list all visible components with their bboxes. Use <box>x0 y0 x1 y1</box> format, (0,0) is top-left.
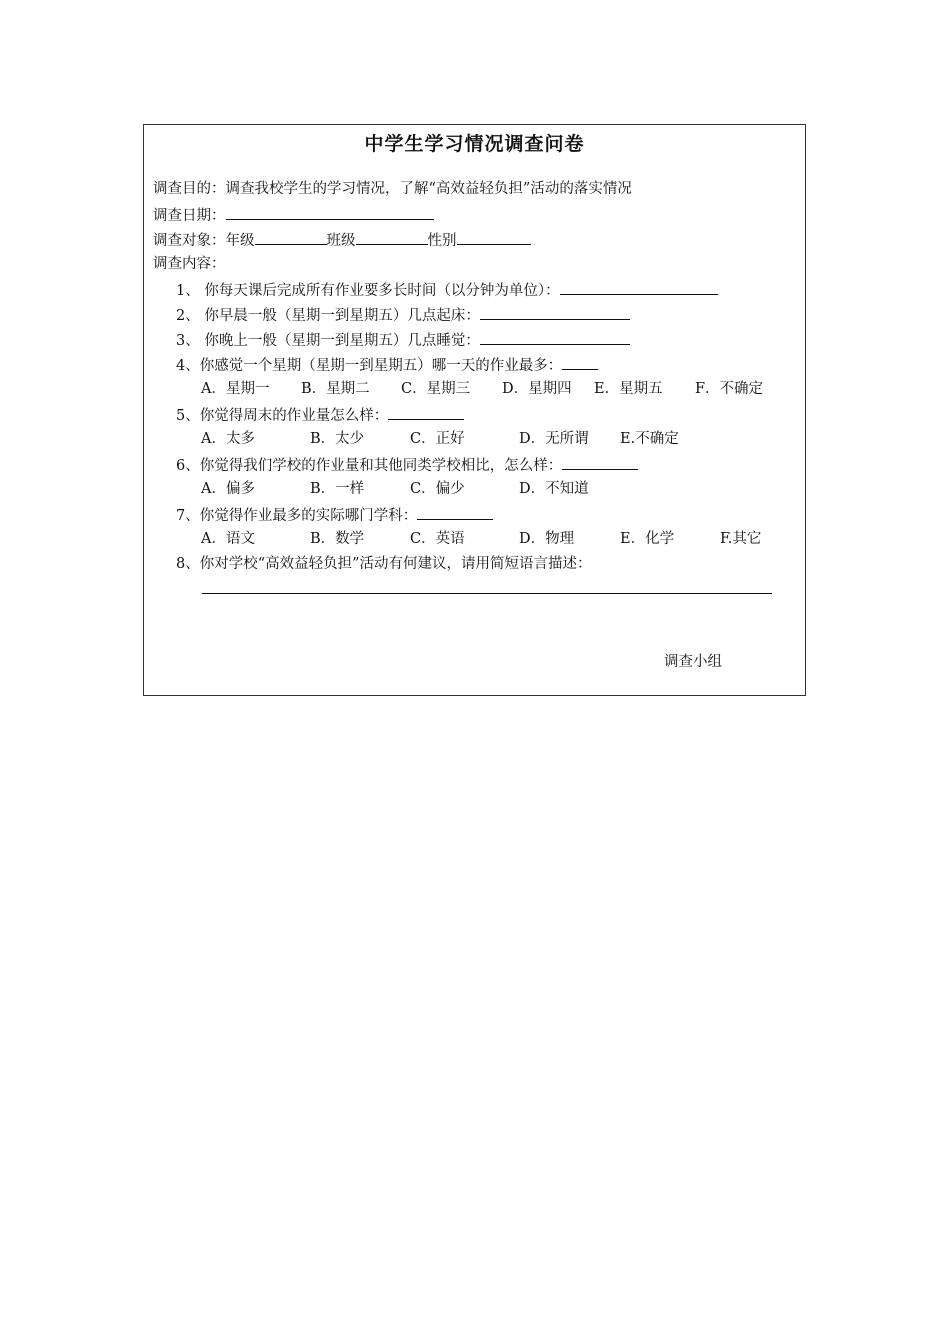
question-3-blank[interactable] <box>480 330 630 345</box>
q7-option-e[interactable]: E．化学 <box>620 531 675 547</box>
question-2-blank[interactable] <box>480 305 630 320</box>
question-6-options <box>144 480 807 498</box>
question-4-options <box>144 380 807 398</box>
date-label: 调查日期： <box>153 208 226 224</box>
q5-option-d[interactable]: D．无所谓 <box>519 431 589 447</box>
q4-option-d[interactable]: D．星期四 <box>502 381 572 397</box>
question-2 <box>176 305 630 325</box>
q4-option-b[interactable]: B．星期二 <box>301 381 370 397</box>
purpose-text: 调查目的：调查我校学生的学习情况，了解“高效益轻负担”活动的落实情况 <box>153 181 632 197</box>
question-7-blank[interactable] <box>417 505 493 520</box>
q4-option-e[interactable]: E．星期五 <box>594 381 663 397</box>
q6-option-c[interactable]: C．偏少 <box>410 481 465 497</box>
question-6-text: 6、你觉得我们学校的作业量和其他同类学校相比，怎么样： <box>176 458 563 474</box>
grade-label: 年级 <box>225 233 255 249</box>
q7-option-c[interactable]: C．英语 <box>410 531 465 547</box>
class-blank[interactable] <box>356 230 428 245</box>
q7-option-d[interactable]: D．物理 <box>519 531 575 547</box>
class-label: 班级 <box>326 233 356 249</box>
q5-option-e[interactable]: E.不确定 <box>620 431 679 447</box>
q7-option-f[interactable]: F.其它 <box>720 531 762 547</box>
question-7-options <box>144 530 807 548</box>
content-label: 调查内容： <box>153 256 226 272</box>
question-5 <box>176 405 464 425</box>
q7-option-b[interactable]: B．数学 <box>310 531 365 547</box>
question-3 <box>176 330 630 350</box>
page-title: 中学生学习情况调查问卷 <box>364 133 585 155</box>
question-4-blank[interactable] <box>562 355 598 370</box>
survey-frame <box>143 124 806 696</box>
grade-blank[interactable] <box>255 230 327 245</box>
question-8: 8、你对学校“高效益轻负担”活动有何建议，请用简短语言描述： <box>176 556 592 572</box>
question-5-text: 5、你觉得周末的作业量怎么样： <box>176 408 389 424</box>
q6-option-a[interactable]: A．偏多 <box>201 481 255 497</box>
question-6 <box>176 455 638 475</box>
signature: 调查小组 <box>664 654 722 670</box>
question-4 <box>176 355 598 375</box>
question-1-blank[interactable] <box>560 280 718 295</box>
question-6-blank[interactable] <box>562 455 638 470</box>
q6-option-b[interactable]: B．一样 <box>310 481 365 497</box>
date-blank[interactable] <box>226 205 434 220</box>
question-4-text: 4、你感觉一个星期（星期一到星期五）哪一天的作业最多： <box>176 358 563 374</box>
q6-option-d[interactable]: D．不知道 <box>519 481 589 497</box>
question-1 <box>176 280 718 300</box>
question-5-options <box>144 430 807 448</box>
date-row <box>153 205 434 225</box>
q5-option-b[interactable]: B．太少 <box>310 431 365 447</box>
question-7-text: 7、你觉得作业最多的实际哪门学科： <box>176 508 418 524</box>
q4-option-a[interactable]: A．星期一 <box>201 381 270 397</box>
question-5-blank[interactable] <box>388 405 464 420</box>
q4-option-c[interactable]: C．星期三 <box>401 381 471 397</box>
gender-label: 性别 <box>427 233 457 249</box>
q7-option-a[interactable]: A．语文 <box>201 531 255 547</box>
gender-blank[interactable] <box>457 230 531 245</box>
answer-line[interactable] <box>202 593 772 594</box>
q5-option-a[interactable]: A．太多 <box>201 431 255 447</box>
target-label: 调查对象： <box>153 233 226 249</box>
question-7 <box>176 505 493 525</box>
target-row <box>153 230 531 250</box>
q5-option-c[interactable]: C．正好 <box>410 431 465 447</box>
question-1-text: 1、 你每天课后完成所有作业要多长时间（以分钟为单位）： <box>176 283 560 299</box>
question-3-text: 3、 你晚上一般（星期一到星期五）几点睡觉： <box>176 333 480 349</box>
q4-option-f[interactable]: F．不确定 <box>695 381 764 397</box>
question-2-text: 2、 你早晨一般（星期一到星期五）几点起床： <box>176 308 480 324</box>
